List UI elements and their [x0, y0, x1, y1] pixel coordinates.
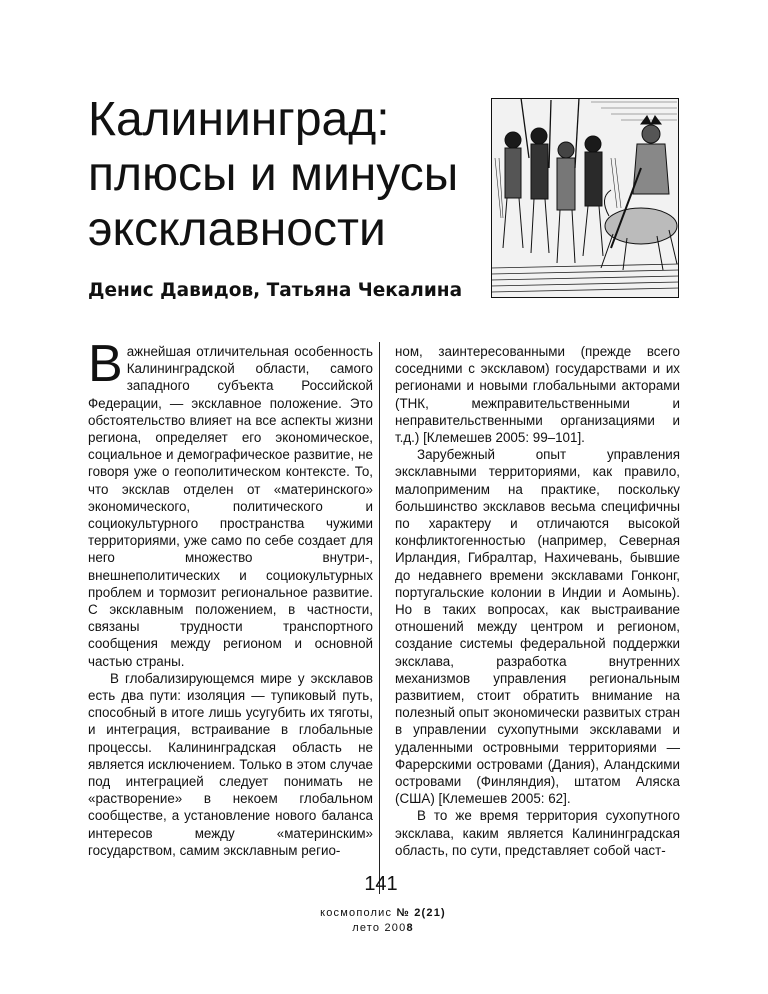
journal-name: космополис: [320, 907, 393, 919]
left-text-column: [88, 335, 373, 859]
journal-year-digit: 8: [406, 922, 414, 934]
paragraph-4: Зарубежный опыт управления эксклавными территориями, как правило, малоприменим на практике, поскольку большинство эксклавов весьма специфичны по характеру и отличаются высокой конфликтогенностью (например, Северная Ирландия, Гибралтар, Нахичевань, бывшие до недавнего времени эксклавами Гонконг, португальские колонии в Индии и Аомынь). Но в таких вопросах, как выстраивание отношений между центром и регионом, создание системы федеральной поддержки эксклава, разработка внутренних механизмов управления региональным развитием, стоит обратить внимание на полезный опыт экономически развитых стран в управлении сухопутными эксклавами и удаленными островными территориями — Фарерскими островами (Дания), Аландскими островами (Финляндия), штатом Аляска (США) [Клемешев 2005: 62].: [395, 447, 680, 807]
journal-season-line: [300, 921, 466, 936]
title-line-2: плюсы и минусы: [88, 148, 459, 201]
drop-cap: В: [88, 335, 123, 393]
journal-issue: № 2(21): [396, 907, 446, 919]
column-divider: [379, 342, 380, 894]
paragraph-2: В глобализирующемся мире у эксклавов есть два пути: изоляция — тупиковый путь, способный в итоге лишь усугубить их тяготы, и интеграция, встраивание в глобальные процессы. Калининградская область не является исключением. Только в этом случае под интеграцией следует понимать не «растворение» в некоем глобальном сообществе, а установление нового баланса интересов между «материнским» государством, самим эксклавным регио-: [88, 670, 373, 858]
paragraph-5: В то же время территория сухопутного эксклава, каким является Калининградская область, по сути, представляет собой част-: [395, 808, 680, 858]
woodcut-illustration-image: [491, 98, 679, 298]
journal-footer: [300, 906, 466, 936]
title-line-3: эксклавности: [88, 203, 386, 256]
title-line-1: Калининград:: [88, 93, 390, 146]
paragraph-1-text: ажнейшая отличительная особенность Калининградской области, самого западного субъекта Российской Федерации, — эксклавное положение. Это обстоятельство влияет на все аспекты жизни региона, определяет его экономическое, социальное и демографическое развитие, не говоря уже о геополитическом контексте. То, что эксклав отделен от «материнского» экономического, политического и социокультурного пространства чужими территориями, уже само по себе создает для него множество внутри-, внешнеполитических и социокультурных проблем и тормозит региональное развитие. С эксклавным положением, в частности, связаны трудности транспортного сообщения между регионом и основной частью страны.: [88, 344, 373, 669]
page-number: 141: [364, 873, 398, 895]
journal-season: лето 200: [352, 922, 407, 934]
journal-issue-line: [300, 906, 466, 921]
article-title: [88, 92, 488, 257]
right-text-column: [395, 343, 680, 859]
article-authors: Денис Давидов, Татьяна Чекалина: [88, 280, 463, 301]
paragraph-3: ном, заинтересованными (прежде всего соседними с эксклавом) государствами и их регионами и новыми глобальными акторами (ТНК, межправительственными и неправительственными организациями и т.д.) [Клемешев 2005: 99–101].: [395, 344, 680, 446]
paragraph-1: [88, 335, 373, 670]
